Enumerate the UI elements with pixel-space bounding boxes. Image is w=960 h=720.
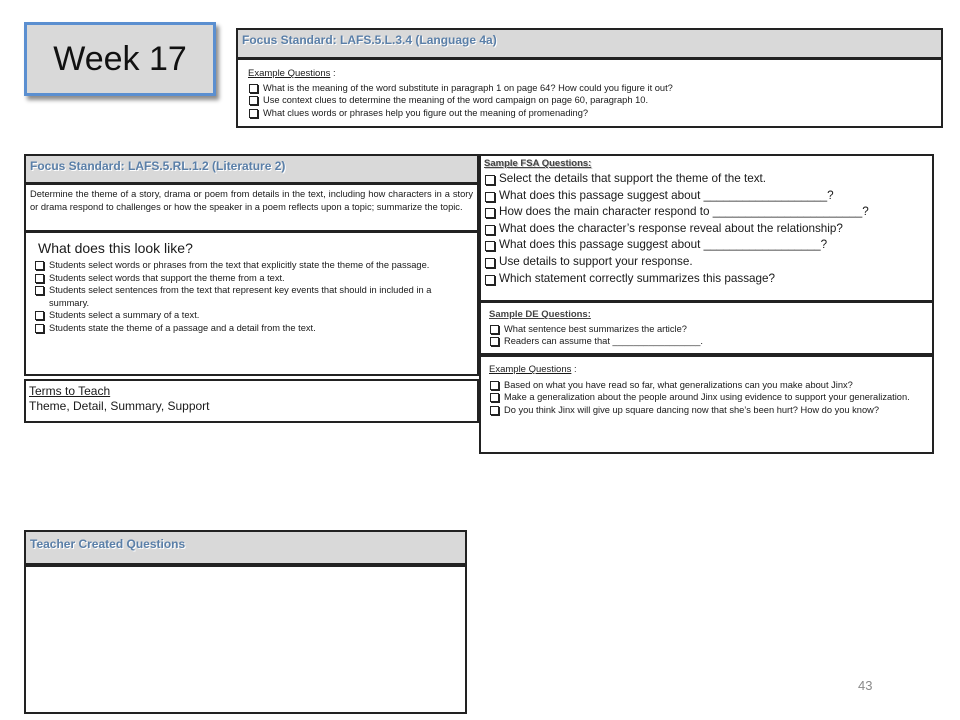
list-item: Students select words that support the theme from a text. [34,272,469,285]
teacher-questions-area [24,565,467,714]
right-example-heading [489,363,914,377]
de-box [479,301,934,355]
fsa-label: Sample FSA Questions: [484,158,592,169]
right-example-list [489,379,914,417]
terms-label: Terms to Teach [29,384,111,398]
language-example-heading [248,67,931,81]
right-example-label: Example Questions [489,364,572,375]
language-example-suffix: : [330,68,336,78]
list-item: What sentence best summarizes the article? [489,323,924,336]
literature-standard-header: Focus Standard: LAFS.5.RL.1.2 (Literature 2) [24,154,479,184]
list-item: Select the details that support the theme of the text. [484,171,929,188]
look-like-box [24,231,479,376]
list-item: Based on what you have read so far, what generalizations can you make about Jinx? [489,379,914,392]
fsa-box [479,154,934,302]
literature-description: Determine the theme of a story, drama or poem from details in the text, including how characters in a story or drama respond to challenges or how the speaker in a poem reflects upon a topic; summarize the topic. [24,183,479,232]
terms-text: Theme, Detail, Summary, Support [29,399,210,413]
language-question-list [248,82,931,120]
list-item: Make a generalization about the people around Jinx using evidence to support your generalization. [489,391,914,404]
list-item: Students select a summary of a text. [34,309,469,322]
list-item: Students select words or phrases from the text that explicitly state the theme of the passage. [34,259,469,272]
fsa-question-list [484,171,929,287]
list-item: What does the character’s response reveal about the relationship? [484,221,929,238]
list-item: Use context clues to determine the meaning of the word campaign on page 60, paragraph 10. [248,94,931,107]
look-like-list [34,259,469,334]
list-item: Students state the theme of a passage and a detail from the text. [34,322,469,335]
list-item: What is the meaning of the word substitute in paragraph 1 on page 64? How could you figure it out? [248,82,931,95]
week-title: Week 17 [24,22,216,96]
list-item: Use details to support your response. [484,254,929,271]
de-question-list [489,323,924,348]
teacher-questions-header: Teacher Created Questions [24,530,467,565]
language-standard-header: Focus Standard: LAFS.5.L.3.4 (Language 4a) [236,28,943,59]
list-item: What does this passage suggest about ___________________? [484,188,929,205]
right-example-suffix: : [571,364,577,374]
list-item: How does the main character respond to _______________________? [484,204,929,221]
list-item: Students select sentences from the text that represent key events that should in included in a summary. [34,284,469,309]
language-example-box [236,58,943,128]
language-example-label: Example Questions [248,68,331,79]
terms-box [24,379,479,423]
right-example-box [479,355,934,454]
page-number: 43 [858,678,873,693]
list-item: Readers can assume that _________________. [489,335,924,348]
list-item: What clues words or phrases help you figure out the meaning of promenading? [248,107,931,120]
look-like-title: What does this look like? [38,240,193,256]
list-item: Which statement correctly summarizes this passage? [484,271,929,288]
list-item: Do you think Jinx will give up square dancing now that she’s been hurt? How do you know? [489,404,914,417]
de-label: Sample DE Questions: [489,309,591,320]
list-item: What does this passage suggest about __________________? [484,237,929,254]
